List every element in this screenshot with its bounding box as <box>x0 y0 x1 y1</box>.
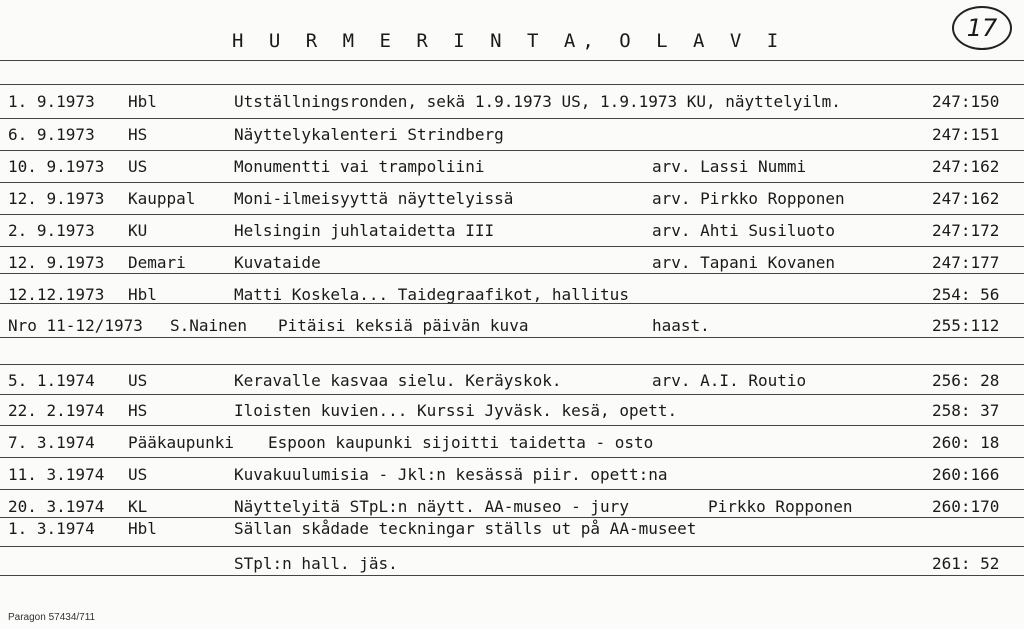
entry-publication: S.Nainen <box>170 316 248 335</box>
entry-publication: Hbl <box>128 92 157 111</box>
entry-publication: KU <box>128 221 148 240</box>
entry-row <box>0 433 1024 461</box>
entry-row <box>0 285 1024 313</box>
entry-date: 1. 3.1974 <box>8 519 95 538</box>
entry-reference: 260: 18 <box>932 433 1000 452</box>
entry-title: Espoon kaupunki sijoitti taidetta - osto <box>268 433 654 452</box>
entry-row <box>0 554 1024 582</box>
entry-publication: US <box>128 465 148 484</box>
entry-title: Sällan skådade teckningar ställs ut på AA-museet <box>234 519 697 538</box>
entry-date: 12.12.1973 <box>8 285 105 304</box>
entry-date: 6. 9.1973 <box>8 125 95 144</box>
entry-date: Nro 11-12/1973 <box>8 316 143 335</box>
entry-publication: HS <box>128 401 148 420</box>
entry-publication: Kauppal <box>128 189 196 208</box>
entry-date: 20. 3.1974 <box>8 497 105 516</box>
entry-date: 11. 3.1974 <box>8 465 105 484</box>
entry-title: Utställningsronden, sekä 1.9.1973 US, 1.9.1973 KU, näyttelyilm. <box>234 92 841 111</box>
entry-reviewer: arv. Lassi Nummi <box>652 157 807 176</box>
entry-reference: 258: 37 <box>932 401 1000 420</box>
entry-row <box>0 157 1024 185</box>
entry-row <box>0 125 1024 153</box>
entry-row <box>0 189 1024 217</box>
entry-reviewer: arv. Ahti Susiluoto <box>652 221 836 240</box>
entry-date: 12. 9.1973 <box>8 253 105 272</box>
entry-title: Matti Koskela... Taidegraafikot, hallitus <box>234 285 629 304</box>
entry-row <box>0 316 1024 344</box>
entry-reference: 247:162 <box>932 189 1000 208</box>
entry-reference: 261: 52 <box>932 554 1000 573</box>
divider-line <box>0 364 1024 365</box>
entry-row <box>0 371 1024 399</box>
entry-reviewer: arv. Tapani Kovanen <box>652 253 836 272</box>
divider-line <box>0 84 1024 85</box>
entry-title: STpl:n hall. jäs. <box>234 554 398 573</box>
printer-imprint: Paragon 57434/711 <box>8 612 96 623</box>
entry-reviewer: arv. A.I. Routio <box>652 371 807 390</box>
entry-row <box>0 465 1024 493</box>
divider-line <box>0 60 1024 61</box>
entry-title: Moni-ilmeisyyttä näyttelyissä <box>234 189 514 208</box>
entry-publication: Pääkaupunki <box>128 433 234 452</box>
entry-publication: US <box>128 157 148 176</box>
entry-publication: Hbl <box>128 285 157 304</box>
card-title: H U R M E R I N T A, O L A V I <box>232 30 786 52</box>
entry-reference: 254: 56 <box>932 285 1000 304</box>
entry-row <box>0 519 1024 547</box>
entry-reference: 247:150 <box>932 92 1000 111</box>
entry-publication: Demari <box>128 253 186 272</box>
entry-date: 12. 9.1973 <box>8 189 105 208</box>
entry-reviewer: arv. Pirkko Ropponen <box>652 189 845 208</box>
entry-publication: HS <box>128 125 148 144</box>
entry-publication: US <box>128 371 148 390</box>
entry-reference: 247:172 <box>932 221 1000 240</box>
entry-reference: 256: 28 <box>932 371 1000 390</box>
entry-title: Monumentti vai trampoliini <box>234 157 485 176</box>
card-number-circle: 17 <box>952 6 1012 50</box>
entry-reference: 260:170 <box>932 497 1000 516</box>
entry-date: 7. 3.1974 <box>8 433 95 452</box>
entry-publication: Hbl <box>128 519 157 538</box>
entry-date: 5. 1.1974 <box>8 371 95 390</box>
entry-title: Helsingin juhlataidetta III <box>234 221 495 240</box>
entry-date: 1. 9.1973 <box>8 92 95 111</box>
entry-row <box>0 253 1024 281</box>
entry-publication: KL <box>128 497 148 516</box>
entry-reference: 247:151 <box>932 125 1000 144</box>
entry-reference: 260:166 <box>932 465 1000 484</box>
entry-reviewer: haast. <box>652 316 710 335</box>
entry-title: Näyttelyitä STpL:n näytt. AA-museo - jury <box>234 497 629 516</box>
entry-reference: 255:112 <box>932 316 1000 335</box>
entry-title: Pitäisi keksiä päivän kuva <box>278 316 529 335</box>
entry-date: 10. 9.1973 <box>8 157 105 176</box>
entry-date: 22. 2.1974 <box>8 401 105 420</box>
entry-reference: 247:162 <box>932 157 1000 176</box>
entry-row <box>0 221 1024 249</box>
entry-reference: 247:177 <box>932 253 1000 272</box>
entry-reviewer: Pirkko Ropponen <box>708 497 853 516</box>
entry-date: 2. 9.1973 <box>8 221 95 240</box>
entry-title: Kuvataide <box>234 253 321 272</box>
entry-title: Iloisten kuvien... Kurssi Jyväsk. kesä, opett. <box>234 401 678 420</box>
entry-row <box>0 92 1024 120</box>
entry-title: Keravalle kasvaa sielu. Keräyskok. <box>234 371 562 390</box>
entry-title: Näyttelykalenteri Strindberg <box>234 125 504 144</box>
entry-row <box>0 401 1024 429</box>
entry-title: Kuvakuulumisia - Jkl:n kesässä piir. opett:na <box>234 465 668 484</box>
